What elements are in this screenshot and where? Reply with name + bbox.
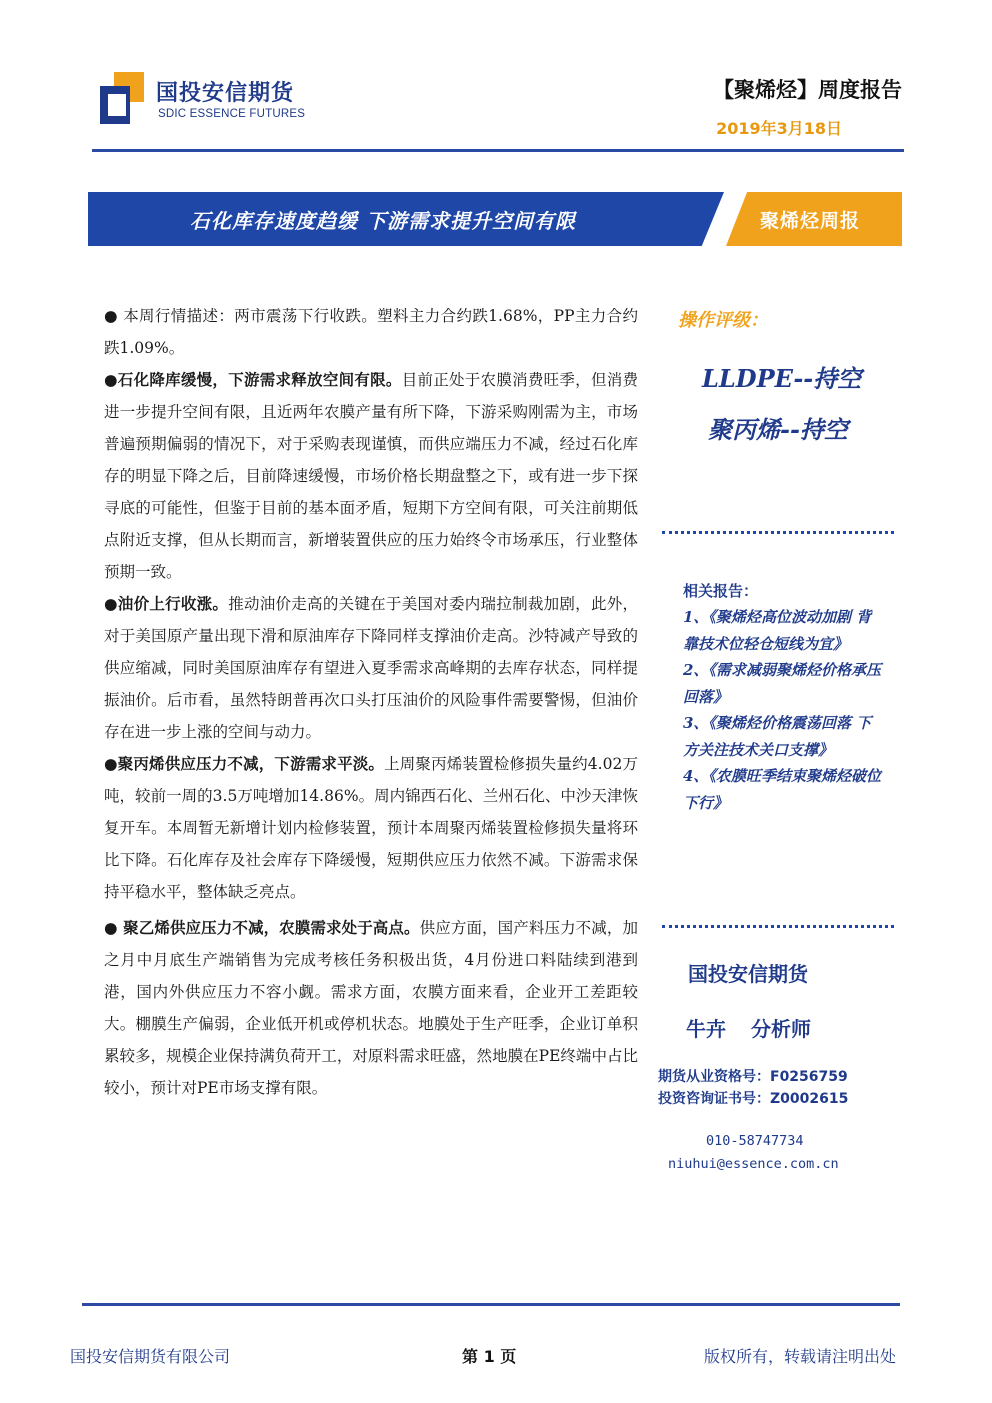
- paragraph-market-summary: [104, 300, 638, 364]
- contact-email[interactable]: niuhui@essence.com.cn: [668, 1156, 839, 1172]
- footer-divider: [82, 1303, 900, 1306]
- paragraph-pe: [104, 912, 638, 1104]
- investment-advisory-number: 投资咨询证书号：Z0002615: [658, 1091, 849, 1107]
- related-report-item[interactable]: 4、《农膜旺季结束聚烯烃破位下行》: [683, 767, 881, 812]
- page-number: 第 1 页: [462, 1347, 517, 1366]
- rating-pp: 聚丙烯--持空: [708, 415, 848, 444]
- report-date: 2019年3月18日: [716, 119, 842, 138]
- logo-english-name: SDIC ESSENCE FUTURES: [158, 108, 306, 120]
- company-logo: [100, 72, 310, 128]
- sdic-logo-mark-icon: [100, 72, 144, 124]
- related-reports-title: 相关报告：: [683, 582, 759, 600]
- report-tag: 聚烯烃周报: [760, 210, 861, 232]
- rating-lldpe: LLDPE--持空: [702, 364, 862, 393]
- paragraph-oil: [104, 588, 638, 748]
- footer-company: 国投安信期货有限公司: [70, 1347, 231, 1366]
- firm-name: 国投安信期货: [688, 962, 808, 986]
- report-type: 【聚烯烃】周度报告: [713, 78, 902, 102]
- paragraph-lead: ●聚丙烯供应压力不减，下游需求平淡。: [104, 754, 385, 773]
- paragraph-lead: ● 聚乙烯供应压力不减，农膜需求处于高点。: [104, 918, 420, 937]
- related-report-item[interactable]: 2、《需求减弱聚烯烃价格承压回落》: [683, 661, 881, 706]
- paragraph-body: 推动油价走高的关键在于美国对委内瑞拉制裁加剧，此外，对于美国原产量出现下滑和原油库存下降同样支撑油价走高。沙特减产导致的供应缩减，同时美国原油库存有望进入夏季需求高峰期的去库存状态，同样提振油价。后市看，虽然特朗普再次口头打压油价的风险事件需要警惕，但油价存在进一步上涨的空间与动力。: [104, 595, 638, 741]
- analyst-name: 牛卉 分析师: [686, 1017, 811, 1041]
- paragraph-body: 目前正处于农膜消费旺季，但消费进一步提升空间有限，且近两年农膜产量有所下降，下游采购刚需为主，市场普遍预期偏弱的情况下，对于采购表现谨慎，而供应端压力不减，经过石化库存的明显下降之后，目前降速缓慢，市场价格长期盘整之下，或有进一步下探寻底的可能性，但鉴于目前的基本面矛盾，短期下方空间有限，可关注前期低点附近支撑，但从长期而言，新增装置供应的压力始终令市场承压，行业整体预期一致。: [104, 371, 638, 581]
- related-report-item[interactable]: 3、《聚烯烃价格震荡回落 下方关注技术关口支撑》: [683, 714, 872, 759]
- related-report-item[interactable]: 1、《聚烯烃高位波动加剧 背靠技术位轻仓短线为宜》: [683, 608, 872, 653]
- paragraph-body: 供应方面，国产料压力不减，加之月中月底生产端销售为完成考核任务积极出货，4月份进口料陆续到港到港，国内外供应压力不容小觑。需求方面，农膜方面来看，企业开工差距较大。棚膜生产偏弱，企业低开机或停机状态。地膜处于生产旺季，企业订单积累较多，规模企业保持满负荷开工，对原料需求旺盛，然地膜在PE终端中占比较小，预计对PE市场支撑有限。: [104, 919, 638, 1097]
- logo-chinese-name: 国投安信期货: [156, 81, 295, 106]
- paragraph-lead: ● 本周行情描述：: [104, 307, 235, 325]
- paragraph-pp: [104, 748, 638, 908]
- paragraph-lead: ●油价上行收涨。: [104, 594, 229, 613]
- footer-copyright: 版权所有，转载请注明出处: [704, 1347, 897, 1366]
- paragraph-inventory: [104, 364, 638, 588]
- paragraph-lead: ●石化降库缓慢，下游需求释放空间有限。: [104, 370, 402, 389]
- contact-phone: 010-58747734: [706, 1133, 804, 1149]
- main-content: [104, 300, 638, 1104]
- rating-title: 操作评级：: [678, 310, 768, 331]
- sidebar-divider: [662, 531, 894, 534]
- related-reports-list: [683, 604, 883, 816]
- header-divider: [92, 149, 904, 152]
- sidebar-divider: [662, 925, 894, 928]
- futures-license-number: 期货从业资格号：F0256759: [658, 1069, 848, 1085]
- paragraph-body: 上周聚丙烯装置检修损失量约4.02万吨，较前一周的3.5万吨增加14.86%。周内锦西石化、兰州石化、中沙天津恢复开车。本周暂无新增计划内检修装置，预计本周聚丙烯装置检修损失量将环比下降。石化库存及社会库存下降缓慢，短期供应压力依然不减。下游需求保持平稳水平，整体缺乏亮点。: [104, 755, 638, 901]
- paragraph-body: 两市震荡下行收跌。塑料主力合约跌1.68%，PP主力合约跌1.09%。: [104, 307, 638, 357]
- report-title: 石化库存速度趋缓 下游需求提升空间有限: [190, 209, 576, 233]
